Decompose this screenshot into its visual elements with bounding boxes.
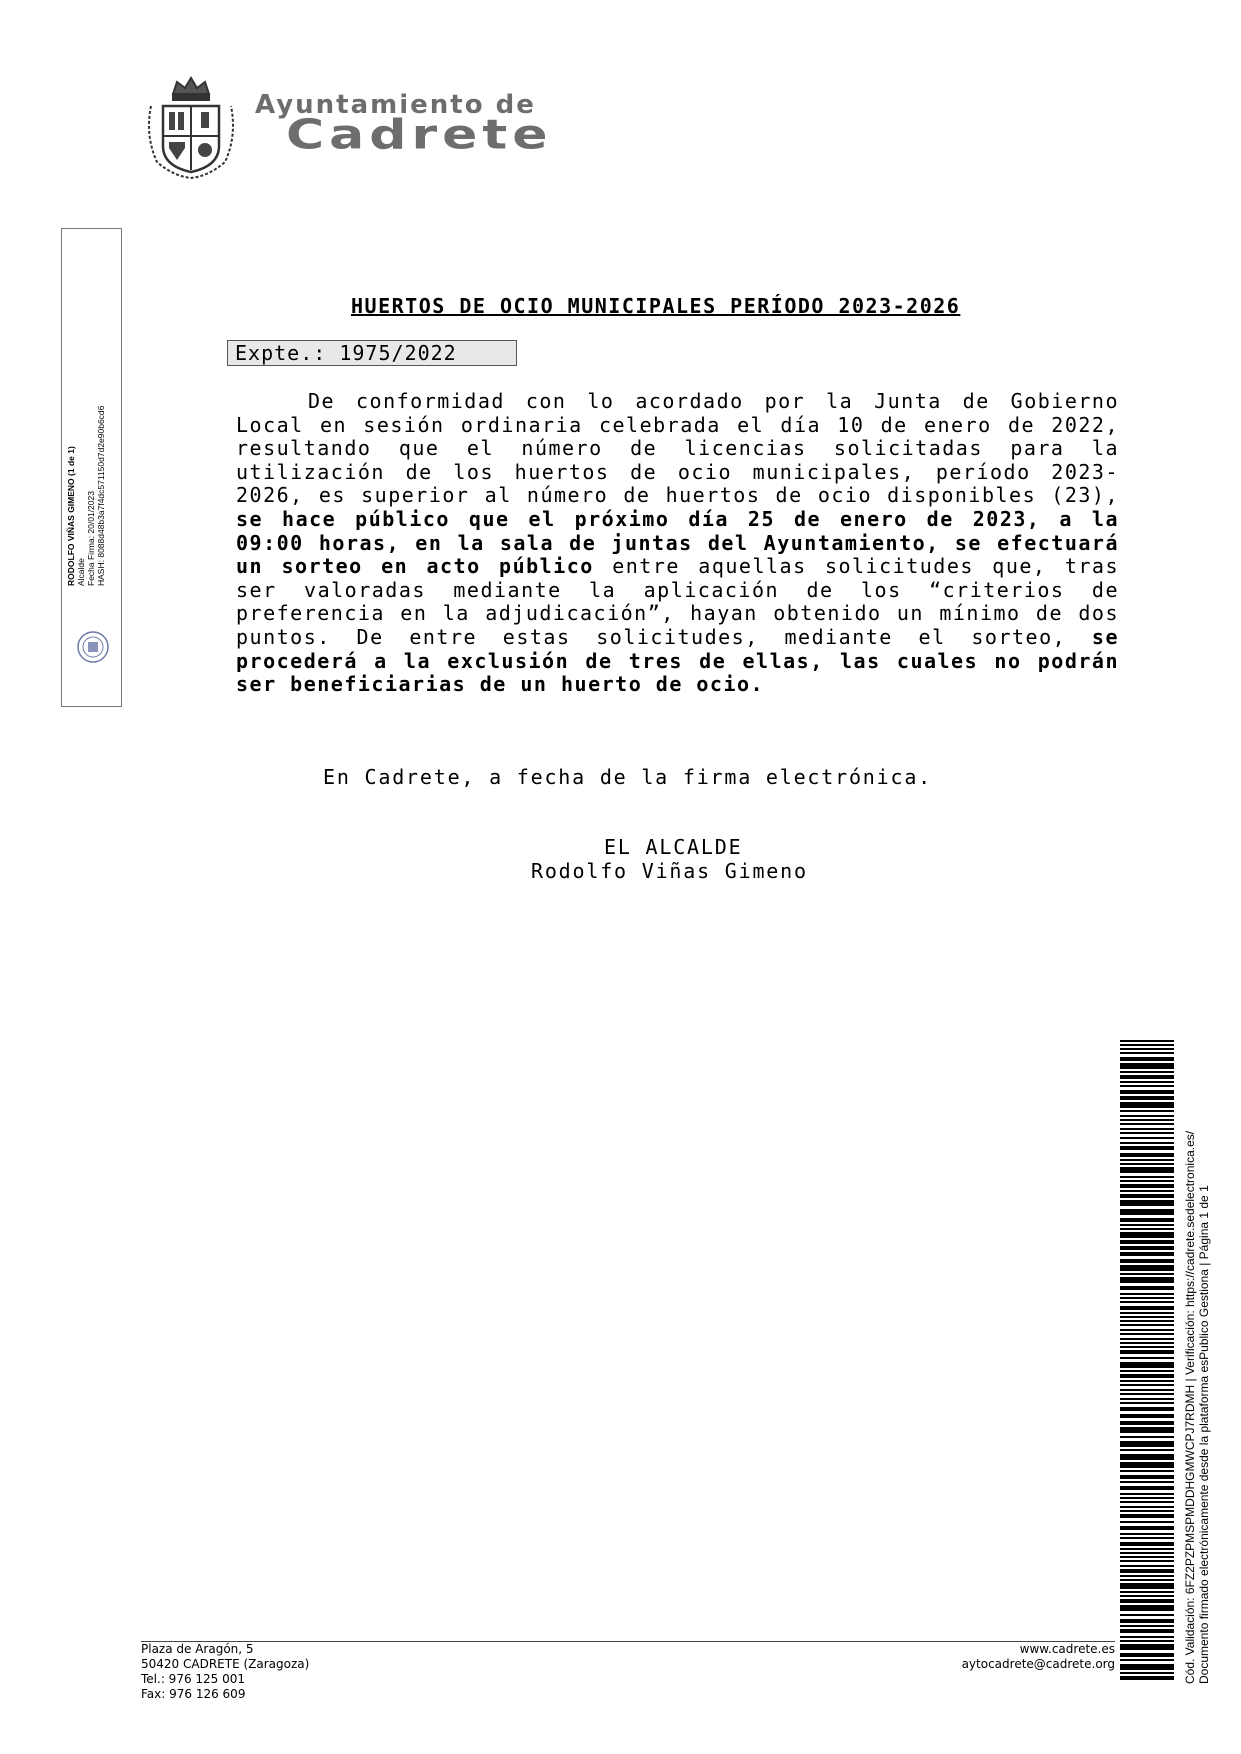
signature-hash: HASH: 8088d48b3a7f4dc571150d7d2e90b6cd6 [96, 405, 106, 586]
coat-of-arms-icon [143, 76, 239, 180]
file-reference: Expte.: 1975/2022 [227, 340, 517, 366]
document-title: HUERTOS DE OCIO MUNICIPALES PERÍODO 2023-2026 [351, 294, 961, 318]
signer-role: EL ALCALDE [604, 835, 743, 859]
org-name-line1: Ayuntamiento de [255, 90, 536, 120]
footer-email-link[interactable]: aytocadrete@cadrete.org [961, 1657, 1115, 1671]
body-bold-1: se hace público que el próximo día 25 de enero de 2023, a la 09:00 horas, en la sala de juntas del Ayuntamiento, se efectuará un sorteo en acto público [236, 506, 1119, 579]
footer-links [880, 1642, 1115, 1672]
body-paragraph [236, 390, 1119, 697]
footer-address: Plaza de Aragón, 5 [141, 1642, 254, 1656]
validation-line2: Documento firmado electrónicamente desde la plataforma esPublico Gestiona | Página 1 de 1 [1197, 1185, 1211, 1684]
signature-name: RODOLFO VIÑAS GIMENO (1 de 1) [66, 446, 76, 586]
barcode-icon [1120, 1040, 1174, 1682]
validation-line1: Cód. Validación: 6FZ2PZPMSPMDDHGMWCPJ7RDMH | Verificación: https://cadrete.sedelectronica.es/ [1183, 1130, 1197, 1684]
signer-name: Rodolfo Viñas Gimeno [531, 859, 808, 883]
body-bold-2: se procederá a la exclusión de tres de ellas, las cuales no podrán ser beneficiarias de un huerto de ocio. [236, 624, 1119, 697]
footer-web-link[interactable]: www.cadrete.es [1019, 1642, 1115, 1656]
place-date: En Cadrete, a fecha de la firma electrónica. [323, 765, 933, 789]
signature-role: Alcalde [76, 558, 86, 586]
footer-city: 50420 CADRETE (Zaragoza) [141, 1657, 310, 1671]
footer-fax: Fax: 976 126 609 [141, 1687, 246, 1701]
body-text-1: De conformidad con lo acordado por la Junta de Gobierno Local en sesión ordinaria celebrada el día 10 de enero de 2022, resultando que el número de licencias solicitadas para la utilización de los huertos de ocio municipales, período 2023-2026, es superior al número de huertos de ocio disponibles (23), [236, 389, 1119, 508]
org-name-line2: Cadrete [286, 112, 553, 159]
seal-icon [76, 630, 110, 664]
footer-contact [141, 1642, 309, 1702]
validation-text [1183, 1044, 1211, 1684]
footer-tel: Tel.: 976 125 001 [141, 1672, 246, 1686]
body-text-2: entre aquellas solicitudes que, tras ser valoradas mediante la aplicación de los “criterios de preferencia en la adjudicación”, hayan obtenido un mínimo de dos puntos. De entre estas solicitudes, mediante el sorteo, [236, 554, 1119, 649]
signature-text [66, 286, 106, 586]
signature-date: Fecha Firma: 20/01/2023 [86, 491, 96, 586]
